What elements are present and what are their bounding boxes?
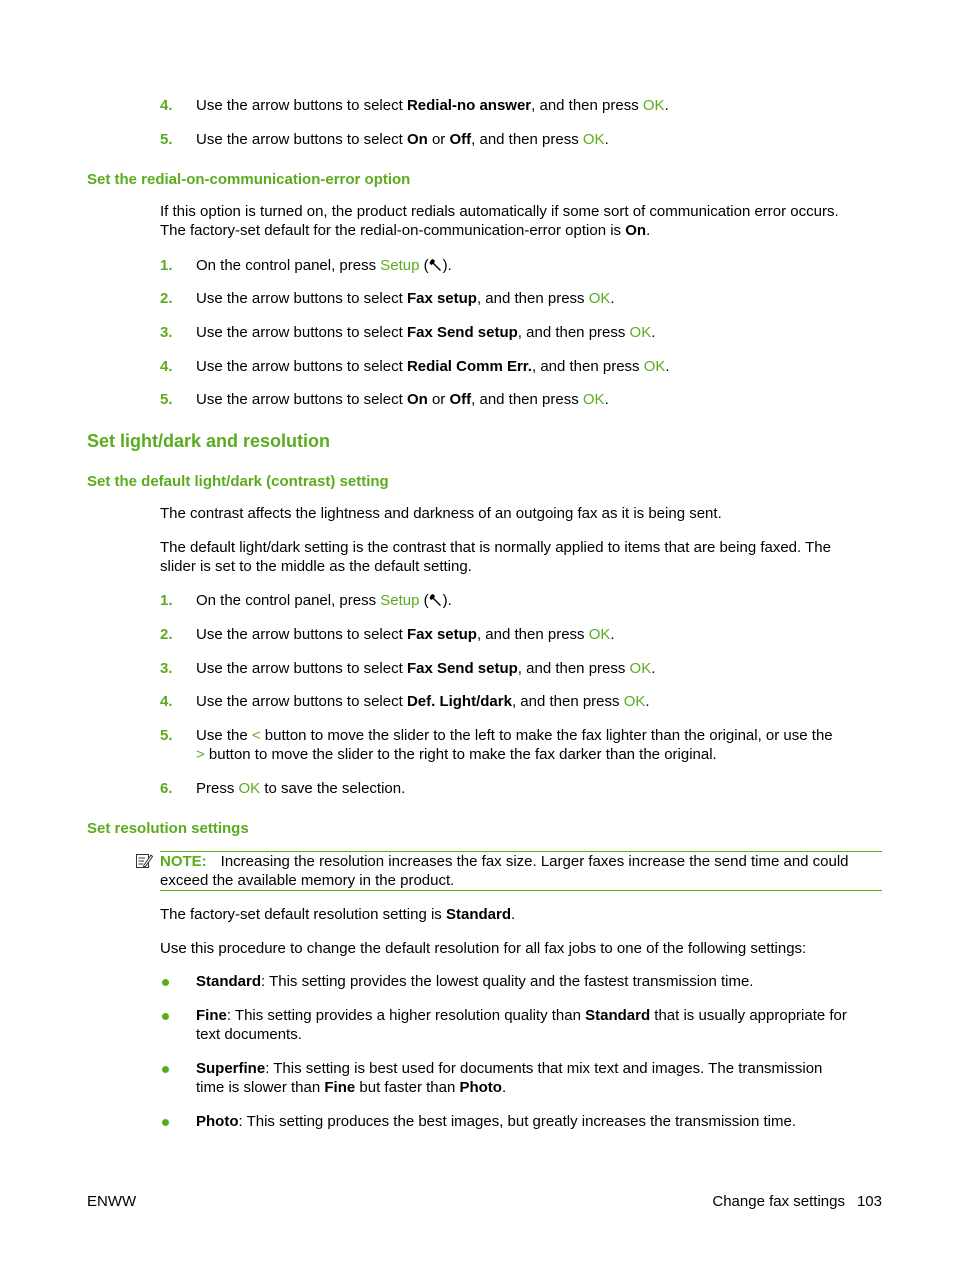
paragraph-line: slider is set to the middle as the default setting. [160, 558, 472, 575]
bullet-dot [162, 1066, 169, 1073]
footer-left: ENWW [87, 1193, 137, 1210]
setup-button-label: Setup [380, 257, 420, 274]
left-arrow-button-label: < [251, 727, 261, 744]
bold-term: Photo [196, 1113, 239, 1130]
step-number: 1. [160, 592, 173, 609]
menu-option: Redial-no answer [406, 97, 532, 114]
step-text-part: . [610, 290, 615, 307]
step-number: 5. [160, 727, 173, 744]
step-text-part: Use the arrow buttons to select [196, 290, 407, 307]
step-text-part: . [664, 97, 669, 114]
step-text-part: button to move the slider to the right to make the fax darker than the original. [204, 746, 717, 763]
note-line [160, 852, 882, 871]
step-text-part: button to move the slider to the left to make the fax lighter than the original, or use the [260, 727, 833, 744]
paragraph-line: The default light/dark setting is the contrast that is normally applied to items that are being faxed. The [160, 539, 831, 556]
bold-term: Photo [459, 1079, 502, 1096]
section-heading: Set resolution settings [87, 820, 249, 837]
list-line [196, 1078, 882, 1097]
text-part: : This setting provides the lowest quality and the fastest transmission time. [261, 973, 754, 990]
paragraph-line: If this option is turned on, the product redials automatically if some sort of communication error occurs. [160, 203, 839, 220]
step-text [196, 625, 882, 644]
step-text-part: . [651, 324, 656, 341]
right-arrow-button-label: > [196, 746, 205, 763]
text-part: : This setting produces the best images, but greatly increases the transmission time. [238, 1113, 796, 1130]
ok-button-label: OK [629, 324, 652, 341]
step-text-part: , and then press [476, 290, 589, 307]
section-heading: Set the redial-on-communication-error option [87, 171, 411, 188]
step-text-part: or [427, 131, 450, 148]
ok-button-label: OK [582, 131, 605, 148]
step-text-part: , and then press [471, 391, 583, 408]
step-text-part: . [610, 626, 615, 643]
step-line [196, 726, 882, 745]
step-number: 2. [160, 626, 173, 643]
step-number: 6. [160, 780, 173, 797]
page-number: 103 [856, 1193, 882, 1210]
step-text-part: , and then press [531, 358, 644, 375]
menu-option: Def. Light/dark [406, 693, 512, 710]
text-part: that is usually appropriate for [650, 1007, 847, 1024]
menu-option: On [406, 131, 428, 148]
step-text-part: , and then press [511, 693, 624, 710]
note-line: exceed the available memory in the product. [160, 872, 455, 889]
paragraph: The contrast affects the lightness and darkness of an outgoing fax as it is being sent. [160, 505, 722, 522]
step-text-part: ). [442, 592, 452, 609]
step-text-part: , and then press [517, 660, 630, 677]
list-item-text [196, 1059, 882, 1097]
step-text-part: . [604, 131, 609, 148]
bullet-dot [162, 979, 169, 986]
bold-term: Superfine [196, 1060, 266, 1077]
step-text [196, 726, 882, 764]
step-text-part: . [651, 660, 656, 677]
ok-button-label: OK [238, 780, 261, 797]
bold-term: On [625, 222, 647, 239]
note-text [160, 852, 882, 890]
paragraph [160, 905, 882, 924]
step-text-part: Press [196, 780, 239, 797]
ok-button-label: OK [588, 290, 611, 307]
footer-section-name: Change fax settings [712, 1193, 845, 1210]
text-part: : This setting provides a higher resolution quality than [226, 1007, 586, 1024]
menu-option: Fax setup [406, 626, 477, 643]
ok-button-label: OK [629, 660, 652, 677]
step-number: 4. [160, 693, 173, 710]
step-text-part: On the control panel, press [196, 257, 381, 274]
paragraph [160, 202, 882, 240]
menu-option: Fax Send setup [406, 324, 518, 341]
text-part: The factory-set default resolution setting is [160, 906, 446, 923]
step-text [196, 390, 882, 409]
step-text-part: Use the arrow buttons to select [196, 324, 407, 341]
section-heading: Set the default light/dark (contrast) setting [87, 473, 389, 490]
step-text [196, 323, 882, 342]
step-text [196, 96, 882, 115]
step-number: 5. [160, 131, 173, 148]
step-number: 5. [160, 391, 173, 408]
step-text-part: , and then press [517, 324, 630, 341]
step-text [196, 357, 882, 376]
ok-button-label: OK [588, 626, 611, 643]
step-number: 3. [160, 324, 173, 341]
step-number: 2. [160, 290, 173, 307]
bold-term: Fine [324, 1079, 356, 1096]
menu-option: On [406, 391, 428, 408]
step-number: 1. [160, 257, 173, 274]
menu-option: Redial Comm Err. [406, 358, 532, 375]
text-part: . [511, 906, 516, 923]
step-text-part: or [427, 391, 450, 408]
menu-option: Fax Send setup [406, 660, 518, 677]
menu-option: Off [449, 391, 472, 408]
footer-right [712, 1193, 882, 1210]
step-text-part: ( [419, 257, 429, 274]
step-number: 3. [160, 660, 173, 677]
step-text [196, 779, 882, 798]
bold-term: Standard [196, 973, 262, 990]
list-line: text documents. [196, 1026, 302, 1043]
list-item-text [196, 1006, 882, 1044]
step-text-part: ). [442, 257, 452, 274]
setup-button-label: Setup [380, 592, 420, 609]
bold-term: Standard [445, 906, 511, 923]
page-section-title: Set light/dark and resolution [87, 431, 331, 451]
step-text-part: Use the arrow buttons to select [196, 131, 407, 148]
wrench-icon [429, 593, 443, 607]
ok-button-label: OK [582, 391, 605, 408]
step-text-part: Use the arrow buttons to select [196, 626, 407, 643]
step-text-part: Use the arrow buttons to select [196, 97, 407, 114]
step-text-part: Use the [196, 727, 252, 744]
step-text-part: . [604, 391, 609, 408]
note-icon [135, 852, 153, 870]
step-text-part: , and then press [476, 626, 589, 643]
step-text [196, 130, 882, 149]
list-line [196, 1006, 882, 1025]
text-part: : This setting is best used for documents that mix text and images. The transmission [265, 1060, 823, 1077]
text-part: time is slower than [196, 1079, 325, 1096]
step-text-part: . [665, 358, 670, 375]
step-text-part: Use the arrow buttons to select [196, 693, 407, 710]
ok-button-label: OK [643, 358, 666, 375]
paragraph [160, 538, 882, 576]
step-line [196, 745, 882, 764]
step-text-part: , and then press [531, 97, 643, 114]
wrench-icon [429, 258, 443, 272]
list-line [196, 1059, 882, 1078]
paragraph-line [160, 221, 882, 240]
bold-term: Standard [585, 1007, 651, 1024]
step-number: 4. [160, 97, 173, 114]
list-item-text [196, 972, 882, 991]
step-number: 4. [160, 358, 173, 375]
ok-button-label: OK [642, 97, 665, 114]
menu-option: Off [449, 131, 472, 148]
step-text [196, 591, 882, 610]
menu-option: Fax setup [406, 290, 477, 307]
step-text-part: Use the arrow buttons to select [196, 358, 407, 375]
step-text-part: Use the arrow buttons to select [196, 391, 407, 408]
text-part: . [646, 222, 651, 239]
step-text [196, 659, 882, 678]
paragraph: Use this procedure to change the default resolution for all fax jobs to one of the following settings: [160, 940, 807, 957]
step-text-part: to save the selection. [260, 780, 406, 797]
bold-term: Fine [196, 1007, 227, 1024]
step-text-part: On the control panel, press [196, 592, 381, 609]
step-text [196, 692, 882, 711]
step-text-part: ( [419, 592, 429, 609]
ok-button-label: OK [623, 693, 646, 710]
step-text [196, 289, 882, 308]
note-line-text: Increasing the resolution increases the fax size. Larger faxes increase the send time and could [220, 853, 849, 870]
note-label: NOTE: [160, 853, 207, 870]
step-text-part: Use the arrow buttons to select [196, 660, 407, 677]
step-text [196, 256, 882, 275]
bullet-dot [162, 1119, 169, 1126]
bullet-dot [162, 1013, 169, 1020]
step-text-part: . [645, 693, 650, 710]
text-part: . [501, 1079, 507, 1096]
step-text-part: , and then press [471, 131, 583, 148]
list-item-text [196, 1112, 882, 1131]
text-part: The factory-set default for the redial-on-communication-error option is [160, 222, 626, 239]
text-part: but faster than [355, 1079, 460, 1096]
